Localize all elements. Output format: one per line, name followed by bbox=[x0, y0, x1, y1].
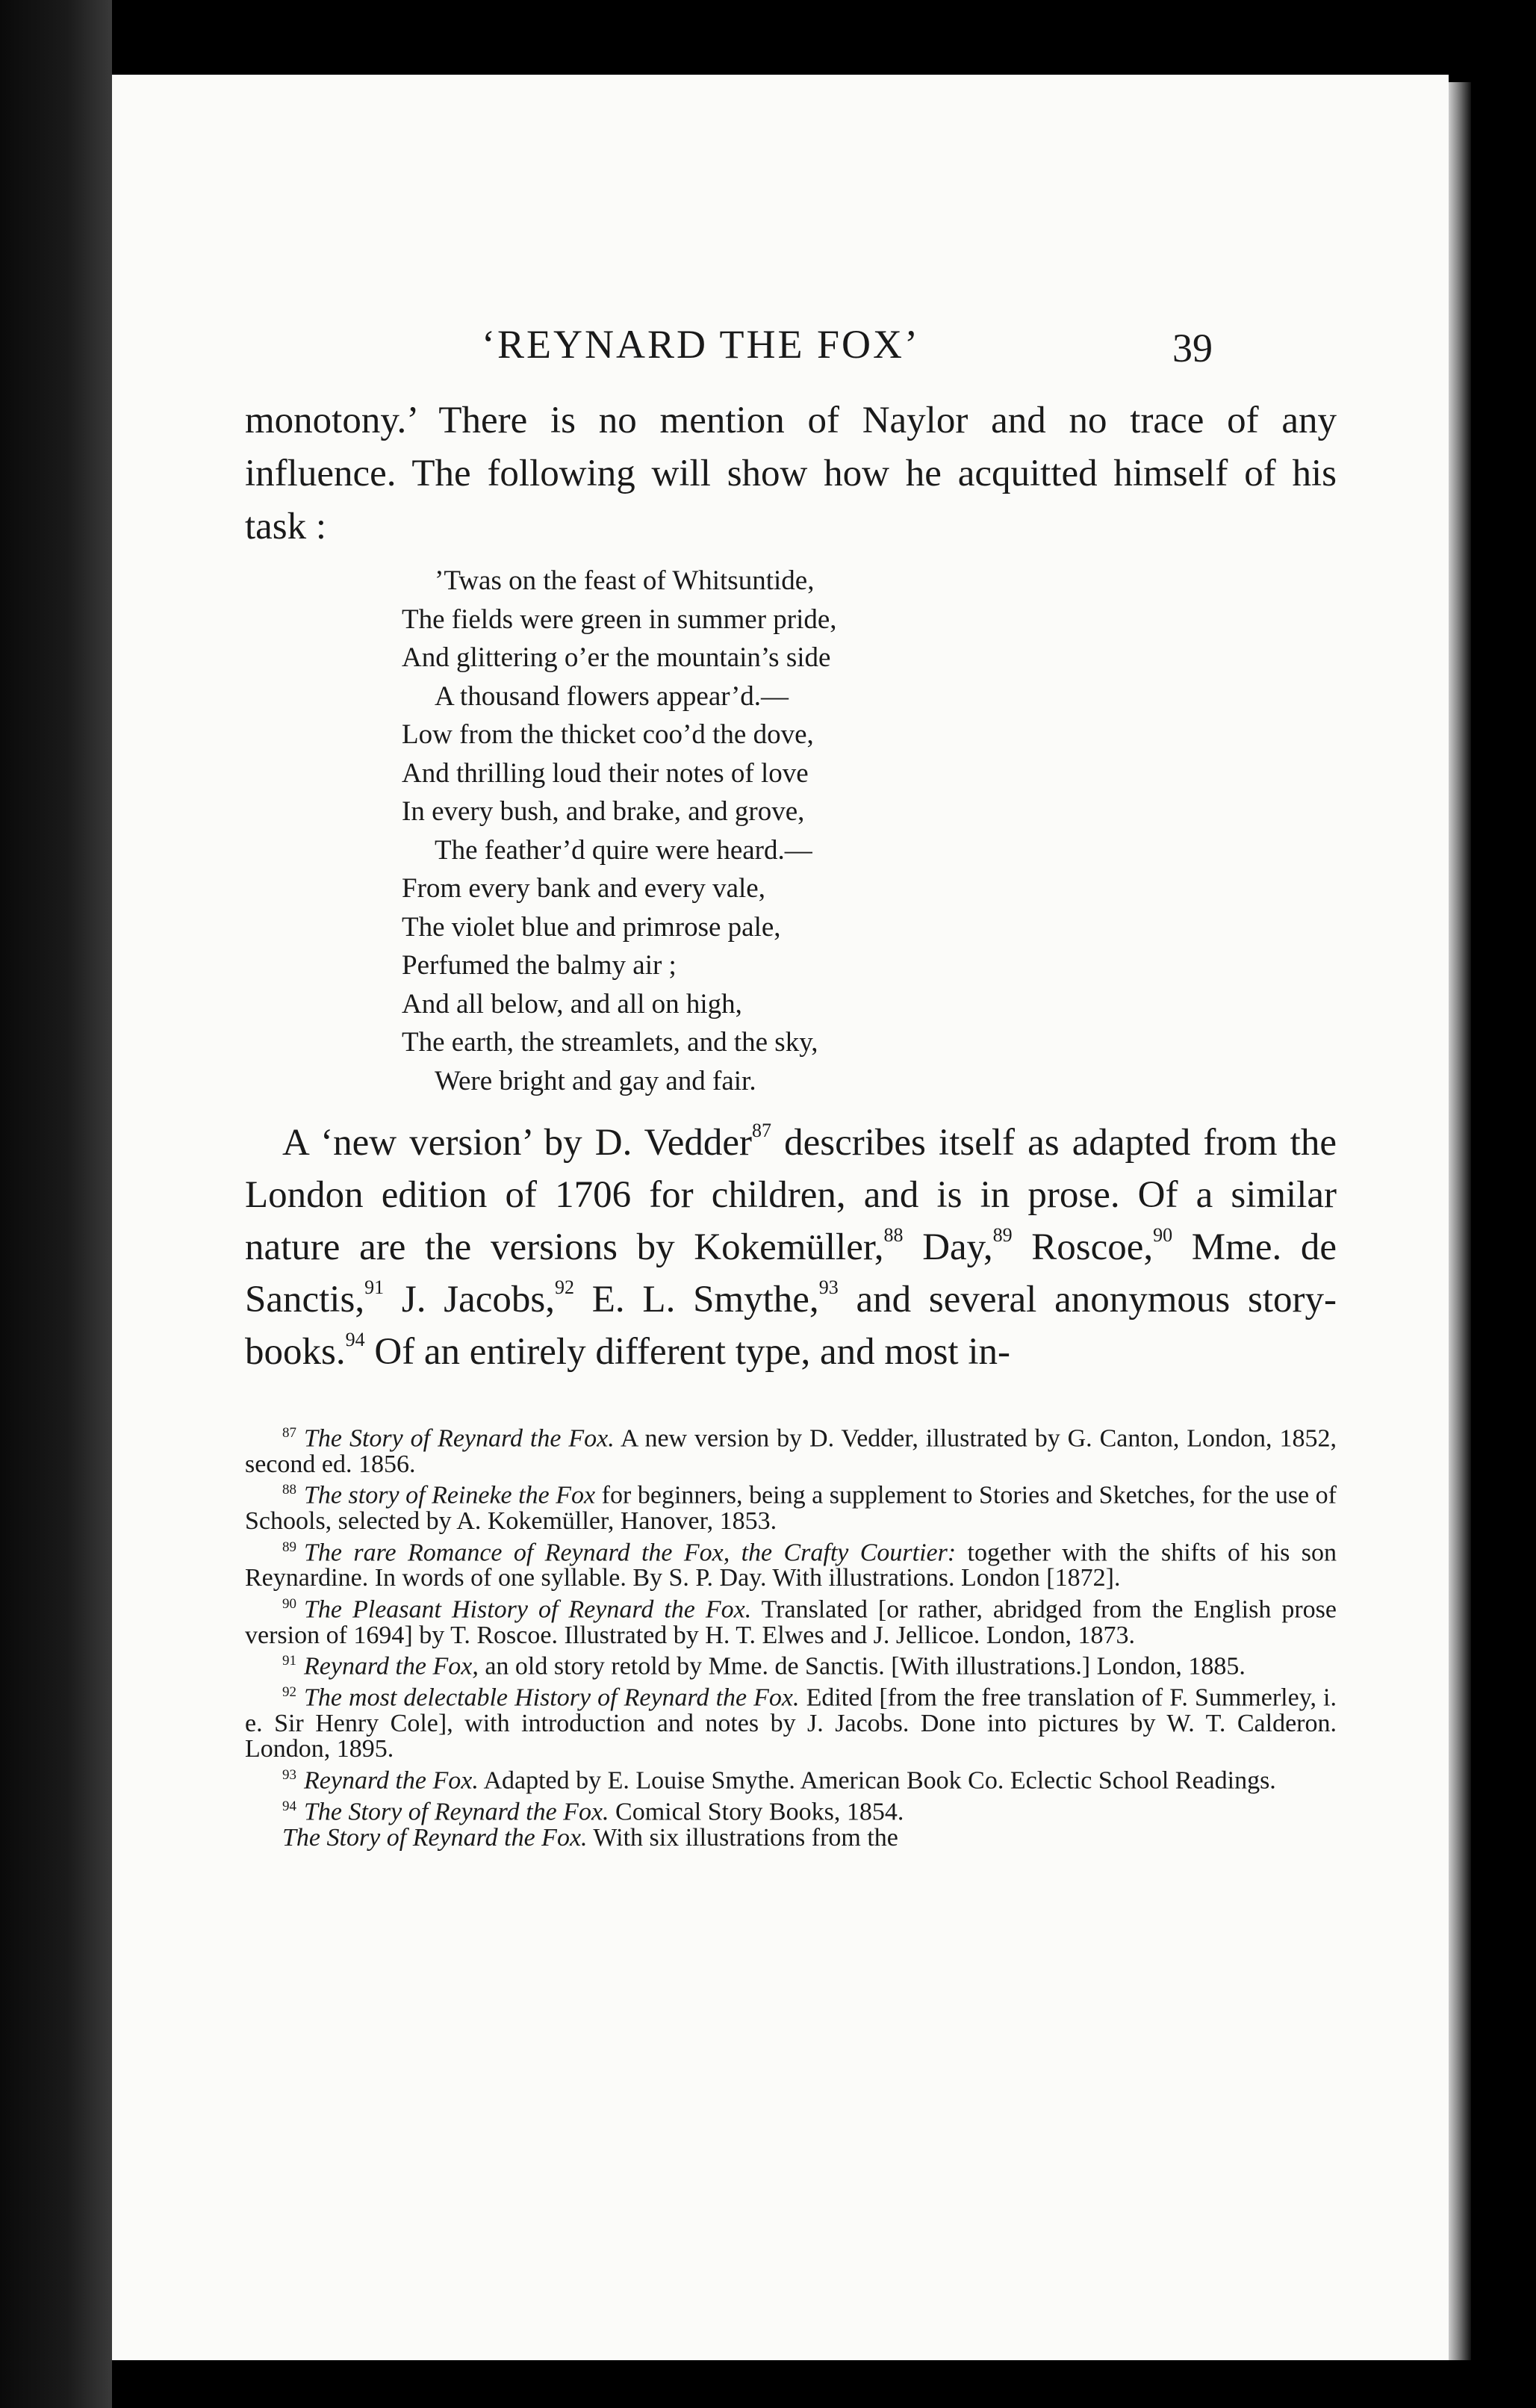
footnote-ref: 92 bbox=[554, 1276, 574, 1298]
footnote-ref: 89 bbox=[992, 1224, 1013, 1246]
footnote-ref: 93 bbox=[818, 1276, 839, 1298]
poem-line: And all below, and all on high, bbox=[402, 988, 742, 1020]
poem-line: Perfumed the balmy air ; bbox=[402, 950, 677, 981]
intro-paragraph bbox=[245, 394, 1337, 553]
poem-line: Were bright and gay and fair. bbox=[435, 1065, 756, 1096]
poem-line: The fields were green in summer pride, bbox=[402, 603, 837, 635]
footnote: $^{91}$ Reynard the Fox, an old story retold by Mme. de Sanctis. [With illustrations.] London, 1885. bbox=[282, 1652, 1246, 1681]
running-title: ‘REYNARD THE FOX’ bbox=[482, 322, 920, 367]
scan-left-margin bbox=[0, 0, 112, 2408]
footnote: $^{88}$ The story of Reineke the Fox for beginners, being a supplement to Stories and Sketches, for the use of Schools, selected by A. Kokemüller, Hanover, 1853. bbox=[245, 1481, 1337, 1536]
poem bbox=[402, 562, 837, 1100]
body-paragraph bbox=[245, 1117, 1337, 1378]
footnotes bbox=[245, 1421, 1337, 1851]
footnote-ref: 91 bbox=[364, 1276, 385, 1298]
poem-line: ’Twas on the feast of Whitsuntide, bbox=[435, 565, 815, 596]
poem-line: The violet blue and primrose pale, bbox=[402, 911, 781, 943]
footnote-ref: 90 bbox=[1153, 1224, 1173, 1246]
book-page bbox=[112, 75, 1449, 2360]
footnote-continuation: The Story of Reynard the Fox. With six illustrations from the bbox=[282, 1823, 898, 1852]
footnote: $^{92}$ The most delectable History of Reynard the Fox. Edited [from the free translation of F. Summerley, i. e. Sir Henry Cole], with introduction and notes by J. Jacobs. Done into pictures by W. T. Calderon. London, 1895. bbox=[245, 1684, 1337, 1763]
poem-line: And glittering o’er the mountain’s side bbox=[402, 642, 831, 673]
intro-text: monotony.’ There is no mention of Naylor and no trace of any influence. The following will show how he acquitted himself of his task : bbox=[245, 400, 1337, 547]
footnote: $^{89}$ The rare Romance of Reynard the Fox, the Crafty Courtier: together with the shifts of his son Reynardine. In words of one syllable. By S. P. Day. With illustrations. London [1872]. bbox=[245, 1538, 1337, 1592]
page-number: 39 bbox=[1172, 326, 1213, 370]
poem-line: The earth, the streamlets, and the sky, bbox=[402, 1027, 818, 1058]
footnote: $^{87}$ The Story of Reynard the Fox. A new version by D. Vedder, illustrated by G. Canton, London, 1852, second ed. 1856. bbox=[245, 1424, 1337, 1478]
poem-line: From every bank and every vale, bbox=[402, 873, 765, 904]
footnote: $^{90}$ The Pleasant History of Reynard the Fox. Translated [or rather, abridged from the English prose version of 1694] by T. Roscoe. Illustrated by H. T. Elwes and J. Jellicoe. London, 1873. bbox=[245, 1595, 1337, 1649]
poem-line: In every bush, and brake, and grove, bbox=[402, 796, 805, 827]
poem-line: Low from the thicket coo’d the dove, bbox=[402, 719, 814, 750]
page-header bbox=[112, 321, 1449, 373]
footnote: $^{94}$ The Story of Reynard the Fox. Comical Story Books, 1854. bbox=[282, 1798, 904, 1826]
footnote-ref: 88 bbox=[883, 1224, 904, 1246]
footnote-ref: 87 bbox=[752, 1120, 772, 1141]
poem-line: And thrilling loud their notes of love bbox=[402, 757, 809, 789]
footnote-ref: 94 bbox=[345, 1329, 365, 1350]
footnote: $^{93}$ Reynard the Fox. Adapted by E. Louise Smythe. American Book Co. Eclectic School Readings. bbox=[282, 1766, 1276, 1795]
page-right-edge bbox=[1449, 82, 1471, 2360]
poem-line: The feather’d quire were heard.— bbox=[435, 834, 812, 866]
body-text: A ‘new version’ by D. Vedder$^{87}$ describes itself as adapted from the London edition of 1706 for children, and is in prose. Of a similar nature are the versions by Kokemüller,$^{88}$ Day,$^{89}$ Roscoe,$^{90}$ Mme. de Sanctis,$^{91}$ J. Jacobs,$^{92}$ E. L. Smythe,$^{93}$ and several anonymous story-books.$^{94}$ Of an entirely different type, and most in- bbox=[245, 1120, 1337, 1373]
poem-line: A thousand flowers appear’d.— bbox=[435, 680, 789, 712]
